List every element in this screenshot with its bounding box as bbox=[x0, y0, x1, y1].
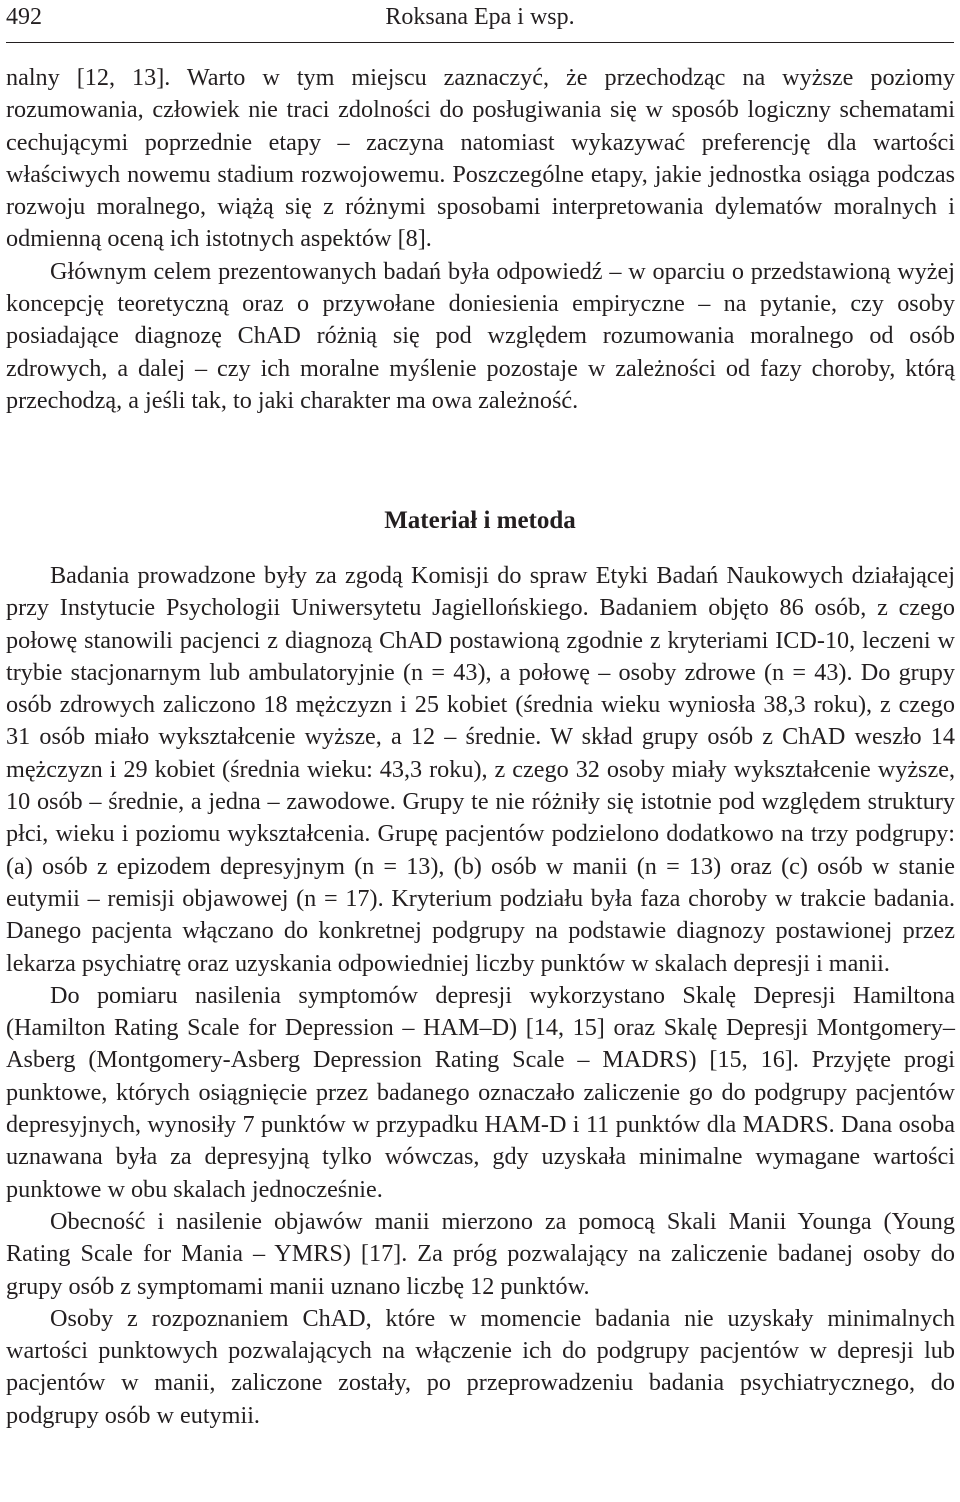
running-head bbox=[6, 0, 954, 43]
paragraph: nalny [12, 13]. Warto w tym miejscu zaznaczyć, że przechodząc na wyższe poziomy rozumowania, człowiek nie traci zdolności do posługiwania się w sposób logiczny schematami cechującymi poprzednie etapy – zaczyna natomiast wykazywać preferencję dla wartości właściwych nowemu stadium rozwojowemu. Poszczególne etapy, jakie jednostka osiąga podczas rozwoju moralnego, wiążą się z różnymi sposobami interpretowania dylematów moralnych i odmienną oceną ich istotnych aspektów [8]. bbox=[6, 64, 955, 253]
paragraph: Obecność i nasilenie objawów manii mierzono za pomocą Skali Manii Younga (Young Rating Scale for Mania – YMRS) [17]. Za próg pozwalający na zaliczenie badanej osoby do grupy osób z symptomami manii uznano liczbę 12 punktów. bbox=[6, 1207, 955, 1300]
paragraph: Osoby z rozpoznaniem ChAD, które w momencie badania nie uzyskały minimalnych wartości punktowych pozwalających na włączenie ich do podgrupy pacjentów w depresji lub pacjentów w manii, zaliczone zostały, po przeprowadzeniu badania psychiatrycznego, do podgrupy osób w eutymii. bbox=[6, 1304, 955, 1429]
section-text bbox=[6, 560, 955, 1432]
intro-text bbox=[6, 62, 955, 417]
page-number: 492 bbox=[6, 4, 42, 30]
paragraph: Głównym celem prezentowanych badań była odpowiedź – w oparciu o przedstawioną wyżej koncepcję teoretyczną oraz o przywołane doniesienia empiryczne – na pytanie, czy osoby posiadające diagnozę ChAD różnią się pod względem rozumowania moralnego od osób zdrowych, a dalej – czy ich moralne myślenie pozostaje w zależności od fazy choroby, którą przechodzą, a jeśli tak, to jaki charakter ma owa zależność. bbox=[6, 257, 955, 414]
running-title: Roksana Epa i wsp. bbox=[385, 4, 575, 30]
paragraph: Badania prowadzone były za zgodą Komisji do spraw Etyki Badań Naukowych działającej przy Instytucie Psychologii Uniwersytetu Jagiellońskiego. Badaniem objęto 86 osób, z czego połowę stanowili pacjenci z diagnozą ChAD postawioną zgodnie z kryteriami ICD-10, leczeni w trybie stacjonarnym lub ambulatoryjnie (n = 43), a połowę – osoby zdrowe (n = 43). Do grupy osób zdrowych zaliczono 18 mężczyzn i 25 kobiet (średnia wieku wyniosła 38,3 roku), z czego 31 osób miało wykształcenie wyższe, a 12 – średnie. W skład grupy osób z ChAD weszło 14 mężczyzn i 29 kobiet (średnia wieku: 43,3 roku), z czego 32 osoby miały wykształcenie wyższe, 10 osób – średnie, a jedna – zawodowe. Grupy te nie różniły się istotnie pod względem struktury płci, wieku i poziomu wykształcenia. Grupę pacjentów podzielono dodatkowo na trzy podgrupy: (a) osób z epizodem depresyjnym (n = 13), (b) osób w manii (n = 13) oraz (c) osób w stanie eutymii – remisji objawowej (n = 17). Kryterium podziału była faza choroby w trakcie badania. Danego pacjenta włączano do konkretnej podgrupy na podstawie diagnozy postawionej przez lekarza psychiatrę oraz uzyskania odpowiedniej liczby punktów w skalach depresji i manii. bbox=[6, 562, 955, 977]
section-heading: Materiał i metoda bbox=[384, 507, 576, 534]
paragraph: Do pomiaru nasilenia symptomów depresji wykorzystano Skalę Depresji Hamiltona (Hamilton Rating Scale for Depression – HAM–D) [14, 15] oraz Skalę Depresji Montgomery–Asberg (Montgomery-Asberg Depression Rating Scale – MADRS) [15, 16]. Przyjęte progi punktowe, których osiągnięcie przez badanego oznaczało zaliczenie go do podgrupy pacjentów depresyjnych, wynosiły 7 punktów w przypadku HAM-D i 11 punktów dla MADRS. Dana osoba uznawana była za depresyjną tylko wówczas, gdy uzyskała minimalne wymagane wartości punktowe w obu skalach jednocześnie. bbox=[6, 981, 955, 1203]
